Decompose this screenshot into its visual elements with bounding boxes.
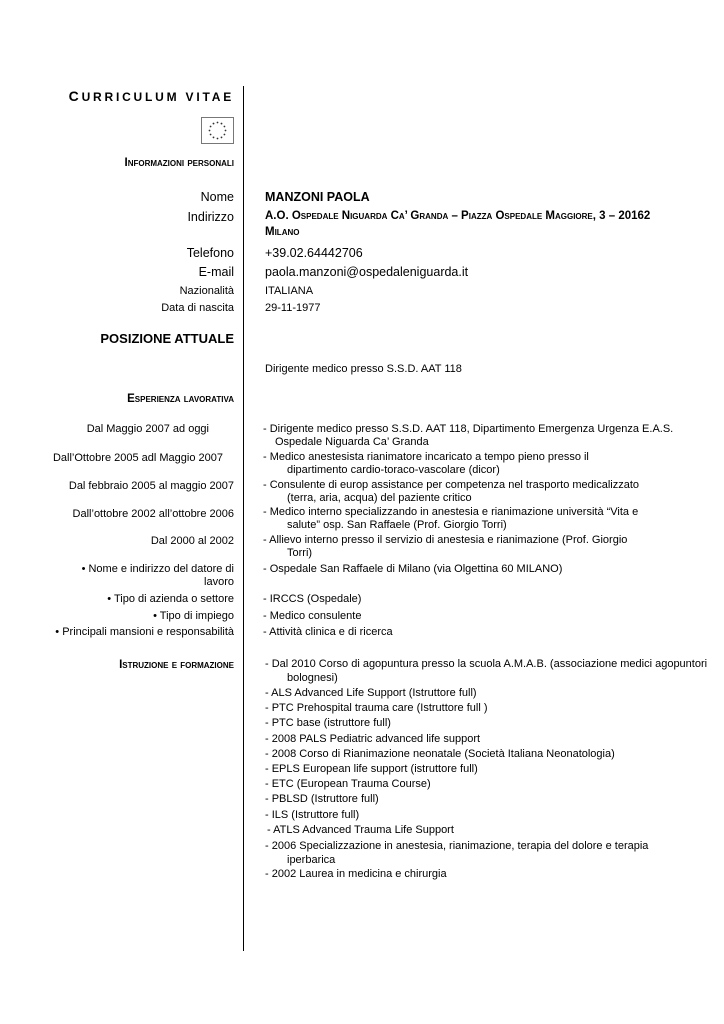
value-nome: MANZONI PAOLA (265, 190, 370, 204)
experience-date-5: Dal 2000 al 2002 (150, 535, 234, 547)
eu-flag-stars (202, 118, 233, 143)
education-item: - PTC base (istruttore full) (265, 717, 391, 730)
education-specialization-line2: iperbarica (287, 854, 336, 866)
education-item: - ILS (Istruttore full) (265, 808, 360, 821)
cv-title-initial: C (68, 88, 82, 104)
experience-entry-5-line2: Torri) (287, 547, 313, 559)
experience-date-1: Dal Maggio 2007 ad oggi (86, 423, 209, 435)
vertical-divider (243, 86, 244, 951)
education-item: - ALS Advanced Life Support (Istruttore full) (265, 687, 477, 699)
employer-value: - Ospedale San Raffaele di Milano (via Olgettina 60 MILANO) (263, 563, 563, 575)
eu-flag-star (225, 130, 227, 132)
education-item: - PTC Prehospital trauma care (Istruttore full ) (265, 702, 488, 715)
education-list (265, 687, 615, 824)
eu-flag-star (217, 122, 219, 124)
label-data-nascita: Data di nascita (161, 302, 234, 314)
education-heading: Istruzione e formazione (119, 659, 234, 671)
eu-flag-star (221, 137, 223, 139)
value-indirizzo-line2: Milano (265, 226, 300, 238)
education-first-line2: bolognesi) (287, 672, 338, 684)
eu-flag-icon (201, 117, 234, 144)
duties-value: - Attività clinica e di ricerca (263, 626, 393, 638)
education-specialization-line1: - 2006 Specializzazione in anestesia, rianimazione, terapia del dolore e terapia (265, 840, 649, 852)
eu-flag-star (224, 134, 226, 136)
employer-label-line1: • Nome e indirizzo del datore di (81, 563, 234, 575)
label-nazionalita: Nazionalità (179, 285, 234, 297)
employer-label-line2: lavoro (204, 576, 234, 588)
eu-flag-star (224, 126, 226, 128)
sector-value: - IRCCS (Ospedale) (263, 593, 362, 605)
experience-date-4: Dall’ottobre 2002 all’ottobre 2006 (72, 508, 234, 520)
experience-entry-1-line2: Ospedale Niguarda Ca’ Granda (275, 436, 429, 448)
eu-flag-star (210, 126, 212, 128)
experience-entry-4-line2: salute” osp. San Raffaele (Prof. Giorgio Torri) (287, 519, 507, 531)
value-nazionalita: ITALIANA (265, 285, 314, 297)
experience-entry-4-line1: - Medico interno specializzando in anestesia e rianimazione università “Vita e (263, 506, 639, 518)
position-value: Dirigente medico presso S.S.D. AAT 118 (265, 363, 462, 375)
cv-title-rest: URRICULUM VITAE (81, 90, 234, 104)
job-type-value: - Medico consulente (263, 610, 362, 622)
cv-title (69, 88, 234, 104)
education-item: - 2008 PALS Pediatric advanced life support (265, 732, 481, 745)
label-telefono: Telefono (186, 246, 234, 260)
experience-entry-2-line2: dipartimento cardio-toraco-vascolare (dicor) (287, 464, 500, 476)
label-indirizzo: Indirizzo (187, 210, 234, 224)
education-item: - EPLS European life support (istruttore full) (265, 762, 478, 775)
eu-flag-star (217, 138, 219, 140)
value-data-nascita: 29-11-1977 (265, 302, 321, 314)
education-item: - 2008 Corso di Rianimazione neonatale (Società Italiana Neonatologia) (265, 747, 615, 760)
eu-flag-star (213, 137, 215, 139)
education-atls: - ATLS Advanced Trauma Life Support (267, 824, 454, 836)
experience-entry-2-line1: - Medico anestesista rianimatore incaricato a tempo pieno presso il (263, 451, 589, 463)
eu-flag-star (221, 123, 223, 125)
experience-heading: Esperienza lavorativa (127, 393, 234, 405)
job-type-label: • Tipo di impiego (153, 610, 234, 622)
experience-date-3: Dal febbraio 2005 al maggio 2007 (68, 480, 234, 492)
eu-flag-star (213, 123, 215, 125)
personal-heading: Informazioni personali (124, 157, 234, 169)
education-item: - ETC (European Trauma Course) (265, 778, 431, 791)
value-telefono: +39.02.64442706 (265, 246, 363, 260)
label-email: E-mail (198, 265, 234, 279)
education-item: - PBLSD (Istruttore full) (265, 793, 379, 806)
experience-entry-3-line1: - Consulente di europ assistance per competenza nel trasporto medicalizzato (263, 479, 640, 491)
value-email[interactable]: paola.manzoni@ospedaleniguarda.it (265, 265, 469, 279)
education-first-line1: - Dal 2010 Corso di agopuntura presso la scuola A.M.A.B. (associazione medici agopuntori (265, 658, 708, 670)
experience-date-2: Dall’Ottobre 2005 adl Maggio 2007 (52, 452, 223, 464)
eu-flag-star (210, 134, 212, 136)
position-heading: POSIZIONE ATTUALE (100, 331, 234, 346)
experience-entry-3-line2: (terra, aria, acqua) del paziente critico (287, 492, 472, 504)
label-nome: Nome (200, 190, 234, 204)
eu-flag-star (209, 130, 211, 132)
education-degree: - 2002 Laurea in medicina e chirurgia (265, 868, 447, 880)
sector-label: • Tipo di azienda o settore (107, 593, 234, 605)
experience-entry-5-line1: - Allievo interno presso il servizio di anestesia e rianimazione (Prof. Giorgio (263, 534, 628, 546)
value-indirizzo-line1: A.O. Ospedale Niguarda Ca’ Granda – Piazza Ospedale Maggiore, 3 – 20162 (265, 210, 651, 222)
duties-label: • Principali mansioni e responsabilità (55, 626, 234, 638)
experience-entry-1-line1: - Dirigente medico presso S.S.D. AAT 118, Dipartimento Emergenza Urgenza E.A.S. (263, 423, 674, 435)
